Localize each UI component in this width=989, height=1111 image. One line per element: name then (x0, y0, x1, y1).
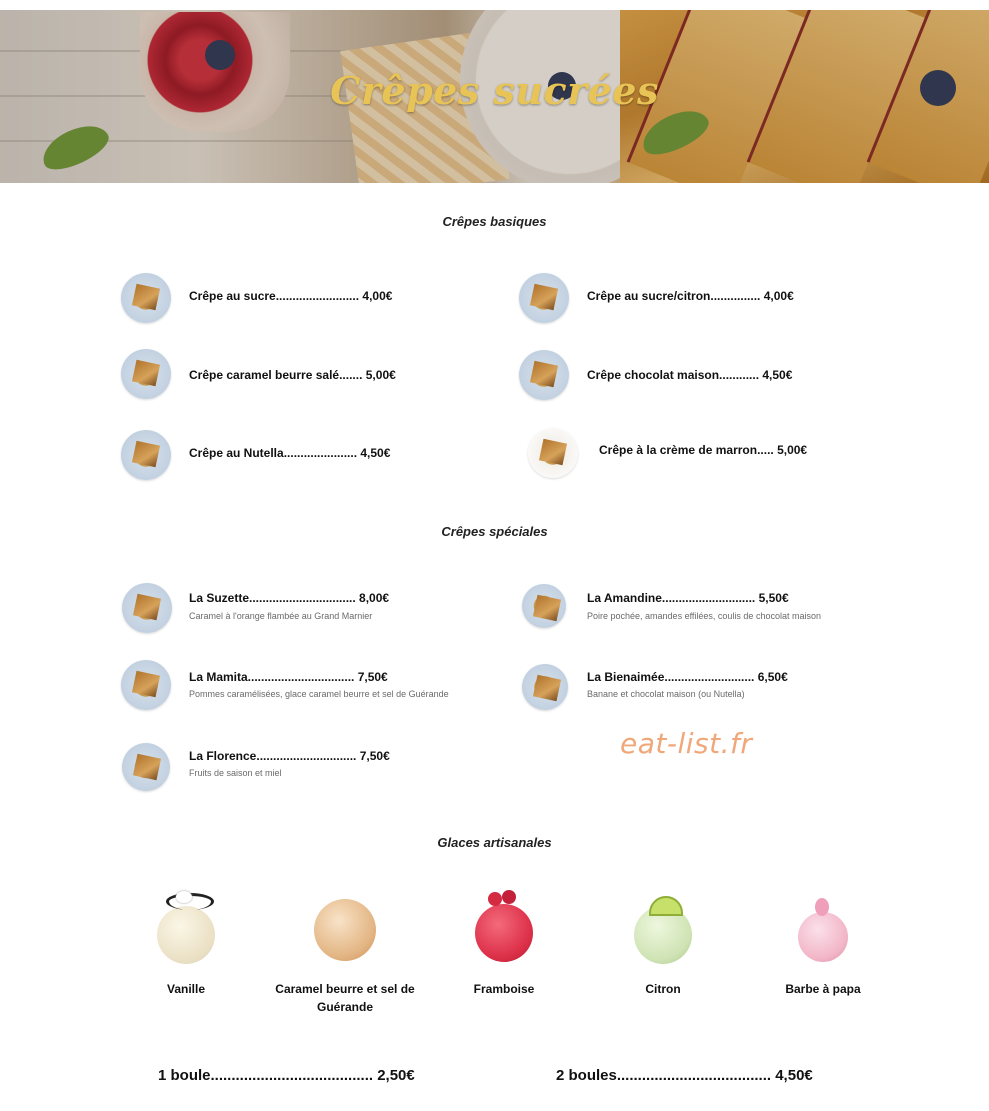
menu-item-name: La Florence.............................. 7,50€ (189, 749, 390, 763)
crepe-thumbnail (522, 584, 566, 628)
section-title-glaces: Glaces artisanales (437, 835, 552, 850)
crepe-thumbnail (121, 660, 171, 710)
crepe-thumbnail (121, 430, 171, 480)
header-banner (0, 10, 989, 183)
crepe-thumbnail (519, 273, 569, 323)
menu-item-name: Crêpe au sucre/citron............... 4,00€ (587, 289, 794, 303)
menu-item-name: La Suzette................................ 8,00€ (189, 591, 390, 605)
flavor-name: Citron (645, 982, 681, 996)
ice-cream-scoop (157, 906, 215, 964)
page-title: Crêpes sucrées (330, 68, 659, 113)
ice-cream-scoop (314, 899, 376, 961)
section-title-basiques: Crêpes basiques (442, 214, 547, 229)
crepe-thumbnail (519, 350, 569, 400)
menu-item-description: Banane et chocolat maison (ou Nutella) (587, 689, 745, 699)
flavor-name: Caramel beurre et sel de Guérande (275, 982, 415, 1014)
raspberry-icon (502, 890, 516, 904)
price-one-scoop: 1 boule....................................... 2,50€ (158, 1067, 415, 1084)
watermark: eat-list.fr (620, 727, 753, 760)
candy-icon (815, 898, 829, 916)
crepe-thumbnail (121, 273, 171, 323)
crepe-thumbnail (121, 349, 171, 399)
flavor-name: Vanille (166, 982, 206, 996)
menu-item-description: Caramel à l'orange flambée au Grand Marnier (189, 611, 373, 621)
menu-item-name: La Amandine............................ 5,50€ (587, 591, 789, 605)
crepe-thumbnail (122, 743, 170, 791)
menu-item-name: Crêpe au Nutella...................... 4,50€ (189, 446, 391, 460)
menu-item-name: La Bienaimée........................... 6,50€ (587, 670, 788, 684)
ice-cream-scoop (798, 912, 848, 962)
menu-item-name: Crêpe à la crème de marron..... 5,00€ (599, 443, 808, 457)
menu-item-description: Fruits de saison et miel (189, 768, 282, 778)
menu-item-name: Crêpe caramel beurre salé....... 5,00€ (189, 368, 396, 382)
crepe-thumbnail (528, 428, 578, 478)
price-two-scoops: 2 boules..................................... 4,50€ (556, 1067, 813, 1084)
crepe-thumbnail (522, 664, 568, 710)
ice-cream-scoop (475, 904, 533, 962)
crepe-thumbnail (122, 583, 172, 633)
flavor-name: Barbe à papa (785, 982, 861, 996)
section-title-speciales: Crêpes spéciales (441, 524, 548, 539)
flavor-name: Framboise (473, 982, 535, 996)
menu-item-description: Pommes caramélisées, glace caramel beurre et sel de Guérande (189, 689, 449, 699)
raspberry-icon (488, 892, 502, 906)
flower-icon (176, 891, 192, 903)
menu-item-name: Crêpe chocolat maison............ 4,50€ (587, 368, 793, 382)
lime-slice-icon (649, 896, 683, 916)
menu-item-description: Poire pochée, amandes effilées, coulis de chocolat maison (587, 611, 821, 621)
menu-item-name: Crêpe au sucre......................... 4,00€ (189, 289, 393, 303)
menu-item-name: La Mamita................................ 7,50€ (189, 670, 388, 684)
